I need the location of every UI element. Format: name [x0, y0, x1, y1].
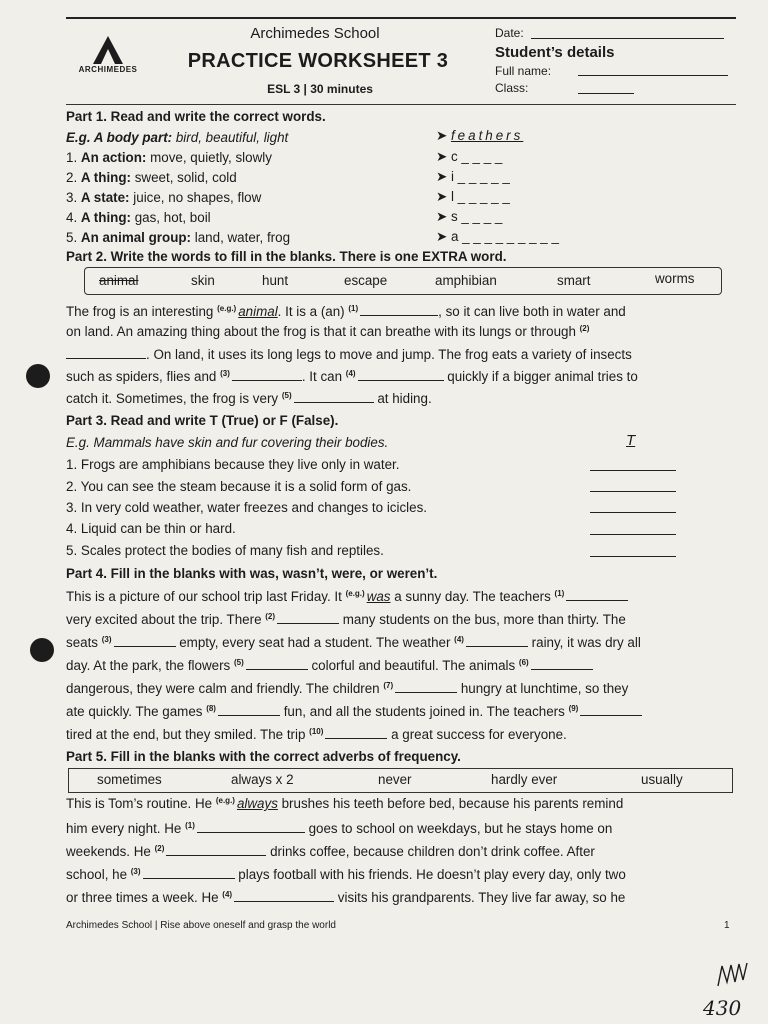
tf-answer-field[interactable]: [590, 556, 676, 557]
part3-statement: 2. You can see the steam because it is a solid form of gas.: [66, 479, 412, 494]
part3-title: Part 3. Read and write T (True) or F (False).: [66, 413, 339, 428]
part1-answer-hint[interactable]: ➤ s _ _ _ _: [436, 209, 503, 224]
tf-answer-field[interactable]: [590, 491, 676, 492]
punch-hole: [30, 638, 54, 662]
part5-paragraph-line: him every night. He $^{(1)}$ goes to school on weekdays, but he stays home on: [66, 821, 613, 836]
blank-field[interactable]: [143, 866, 235, 879]
school-name: Archimedes School: [250, 25, 380, 42]
blank-field[interactable]: [566, 588, 628, 601]
part4-paragraph-line: This is a picture of our school trip last Friday. It $^{(e.g.)}$ was a sunny day. The teachers $^{(1)}$: [66, 588, 628, 604]
part5-paragraph-line: This is Tom’s routine. He $^{(e.g.)}$ always brushes his teeth before bed, because his parents remind: [66, 796, 624, 811]
part3-statement: 4. Liquid can be thin or hard.: [66, 521, 236, 536]
part3-example-answer: T: [626, 432, 636, 449]
blank-field[interactable]: [395, 680, 457, 693]
part2-title: Part 2. Write the words to fill in the blanks. There is one EXTRA word.: [66, 249, 507, 264]
part4-paragraph-line: day. At the park, the flowers $^{(5)}$ colorful and beautiful. The animals $^{(6)}$: [66, 657, 593, 673]
part1-item: 3. A state: juice, no shapes, flow: [66, 190, 262, 205]
class-field[interactable]: [578, 93, 634, 94]
part1-item: 2. A thing: sweet, solid, cold: [66, 170, 237, 185]
word-bank-item: never: [378, 772, 412, 787]
blank-field[interactable]: [114, 634, 176, 647]
blank-field[interactable]: [232, 368, 302, 381]
part1-example-answer: ➤ feathers: [436, 128, 524, 143]
part2-paragraph-line: catch it. Sometimes, the frog is very $^{(5)}$ at hiding.: [66, 391, 432, 406]
handwritten-score: 430: [703, 996, 742, 1020]
top-rule: [66, 17, 736, 19]
word-bank-item: animal: [99, 273, 139, 288]
blank-field[interactable]: [66, 346, 146, 359]
blank-field[interactable]: [360, 303, 438, 316]
worksheet-title: PRACTICE WORKSHEET 3: [187, 50, 449, 72]
part5-title: Part 5. Fill in the blanks with the correct adverbs of frequency.: [66, 749, 461, 764]
part1-item: 4. A thing: gas, hot, boil: [66, 210, 211, 225]
footer-text: Archimedes School | Rise above oneself and grasp the world: [66, 920, 336, 931]
part2-paragraph-line: The frog is an interesting $^{(e.g.)}$ animal. It is a (an) $^{(1)}$ , so it can live both in water and: [66, 304, 626, 319]
part5-word-box: [68, 768, 733, 793]
word-bank-item: always x 2: [231, 772, 294, 787]
fullname-field[interactable]: [578, 75, 728, 76]
part4-paragraph-line: dangerous, they were calm and friendly. The children $^{(7)}$ hungry at lunchtime, so they: [66, 681, 629, 696]
part1-example: [66, 130, 288, 145]
part5-paragraph-line: or three times a week. He $^{(4)}$ visits his grandparents. They live far away, so he: [66, 890, 626, 905]
blank-field[interactable]: [166, 843, 266, 856]
student-details-title: Student’s details: [495, 44, 615, 61]
fullname-label: Full name:: [495, 64, 552, 78]
part2-paragraph-line: . On land, it uses its long legs to move and jump. The frog eats a variety of insects: [66, 346, 632, 362]
school-logo: [70, 36, 146, 74]
example-words: bird, beautiful, light: [172, 130, 289, 145]
date-label: Date:: [495, 26, 524, 40]
logo-text: ARCHIMEDES: [78, 65, 138, 74]
blank-field[interactable]: [580, 703, 642, 716]
word-bank-item: sometimes: [97, 772, 162, 787]
part4-paragraph-line: seats $^{(3)}$ empty, every seat had a student. The weather $^{(4)}$ rainy, it was dry all: [66, 635, 641, 650]
part4-paragraph-line: tired at the end, but they smiled. The trip $^{(10)}$ a great success for everyone.: [66, 727, 567, 742]
blank-field[interactable]: [218, 703, 280, 716]
part1-answer-hint[interactable]: ➤ a _ _ _ _ _ _ _ _ _: [436, 229, 559, 244]
blank-field[interactable]: [234, 889, 334, 902]
part1-item: 5. An animal group: land, water, frog: [66, 230, 291, 245]
archimedes-logo-icon: [93, 36, 123, 64]
word-bank-item: hunt: [262, 273, 289, 288]
word-bank-item: usually: [641, 772, 683, 787]
part3-example: E.g. Mammals have skin and fur covering their bodies.: [66, 435, 389, 450]
part1-answer-hint[interactable]: ➤ i _ _ _ _ _: [436, 169, 510, 184]
worksheet-subtitle: ESL 3 | 30 minutes: [267, 82, 373, 96]
tf-answer-field[interactable]: [590, 470, 676, 471]
class-label: Class:: [495, 81, 529, 95]
page-number: 1: [724, 920, 730, 931]
word-bank-item: skin: [191, 273, 215, 288]
part3-statement: 1. Frogs are amphibians because they live only in water.: [66, 457, 400, 472]
part2-paragraph-line: on land. An amazing thing about the frog is that it can breathe with its lungs or through $^{(2)}$: [66, 324, 590, 339]
part4-title: Part 4. Fill in the blanks with was, wasn’t, were, or weren’t.: [66, 566, 438, 581]
tf-answer-field[interactable]: [590, 512, 676, 513]
example-category: E.g. A body part:: [66, 130, 173, 145]
blank-field[interactable]: [294, 390, 374, 403]
part4-paragraph-line: ate quickly. The games $^{(8)}$ fun, and all the students joined in. The teachers $^{(9)}$: [66, 703, 642, 719]
part1-answer-hint[interactable]: ➤ l _ _ _ _ _: [436, 189, 510, 204]
word-bank-item: amphibian: [435, 273, 497, 288]
blank-field[interactable]: [325, 726, 387, 739]
part3-statement: 5. Scales protect the bodies of many fish and reptiles.: [66, 543, 384, 558]
part2-paragraph-line: such as spiders, flies and $^{(3)}$ . It can $^{(4)}$ quickly if a bigger animal tries to: [66, 369, 638, 384]
blank-field[interactable]: [466, 634, 528, 647]
part5-paragraph-line: school, he $^{(3)}$ plays football with his friends. He doesn’t play every day, only two: [66, 867, 626, 882]
word-bank-item: smart: [557, 273, 591, 288]
part1-answer-hint[interactable]: ➤ c _ _ _ _: [436, 149, 503, 164]
part1-title: Part 1. Read and write the correct words.: [66, 109, 326, 124]
part5-paragraph-line: weekends. He $^{(2)}$ drinks coffee, because children don’t drink coffee. After: [66, 844, 595, 859]
part1-item: 1. An action: move, quietly, slowly: [66, 150, 272, 165]
blank-field[interactable]: [531, 657, 593, 670]
word-bank-item: escape: [344, 273, 388, 288]
blank-field[interactable]: [246, 657, 308, 670]
header-rule: [66, 104, 736, 105]
part3-statement: 3. In very cold weather, water freezes and changes to icicles.: [66, 500, 427, 515]
word-bank-item: hardly ever: [491, 772, 558, 787]
handwritten-initials: [716, 960, 750, 990]
example-answer-text: feathers: [450, 128, 524, 143]
punch-hole: [26, 364, 50, 388]
part4-paragraph-line: very excited about the trip. There $^{(2)}$ many students on the bus, more than thirty. The: [66, 612, 626, 627]
blank-field[interactable]: [277, 611, 339, 624]
word-bank-item: worms: [655, 271, 695, 286]
blank-field[interactable]: [197, 820, 305, 833]
blank-field[interactable]: [358, 368, 444, 381]
tf-answer-field[interactable]: [590, 534, 676, 535]
date-field[interactable]: [531, 38, 724, 39]
part2-word-box: [84, 267, 722, 295]
